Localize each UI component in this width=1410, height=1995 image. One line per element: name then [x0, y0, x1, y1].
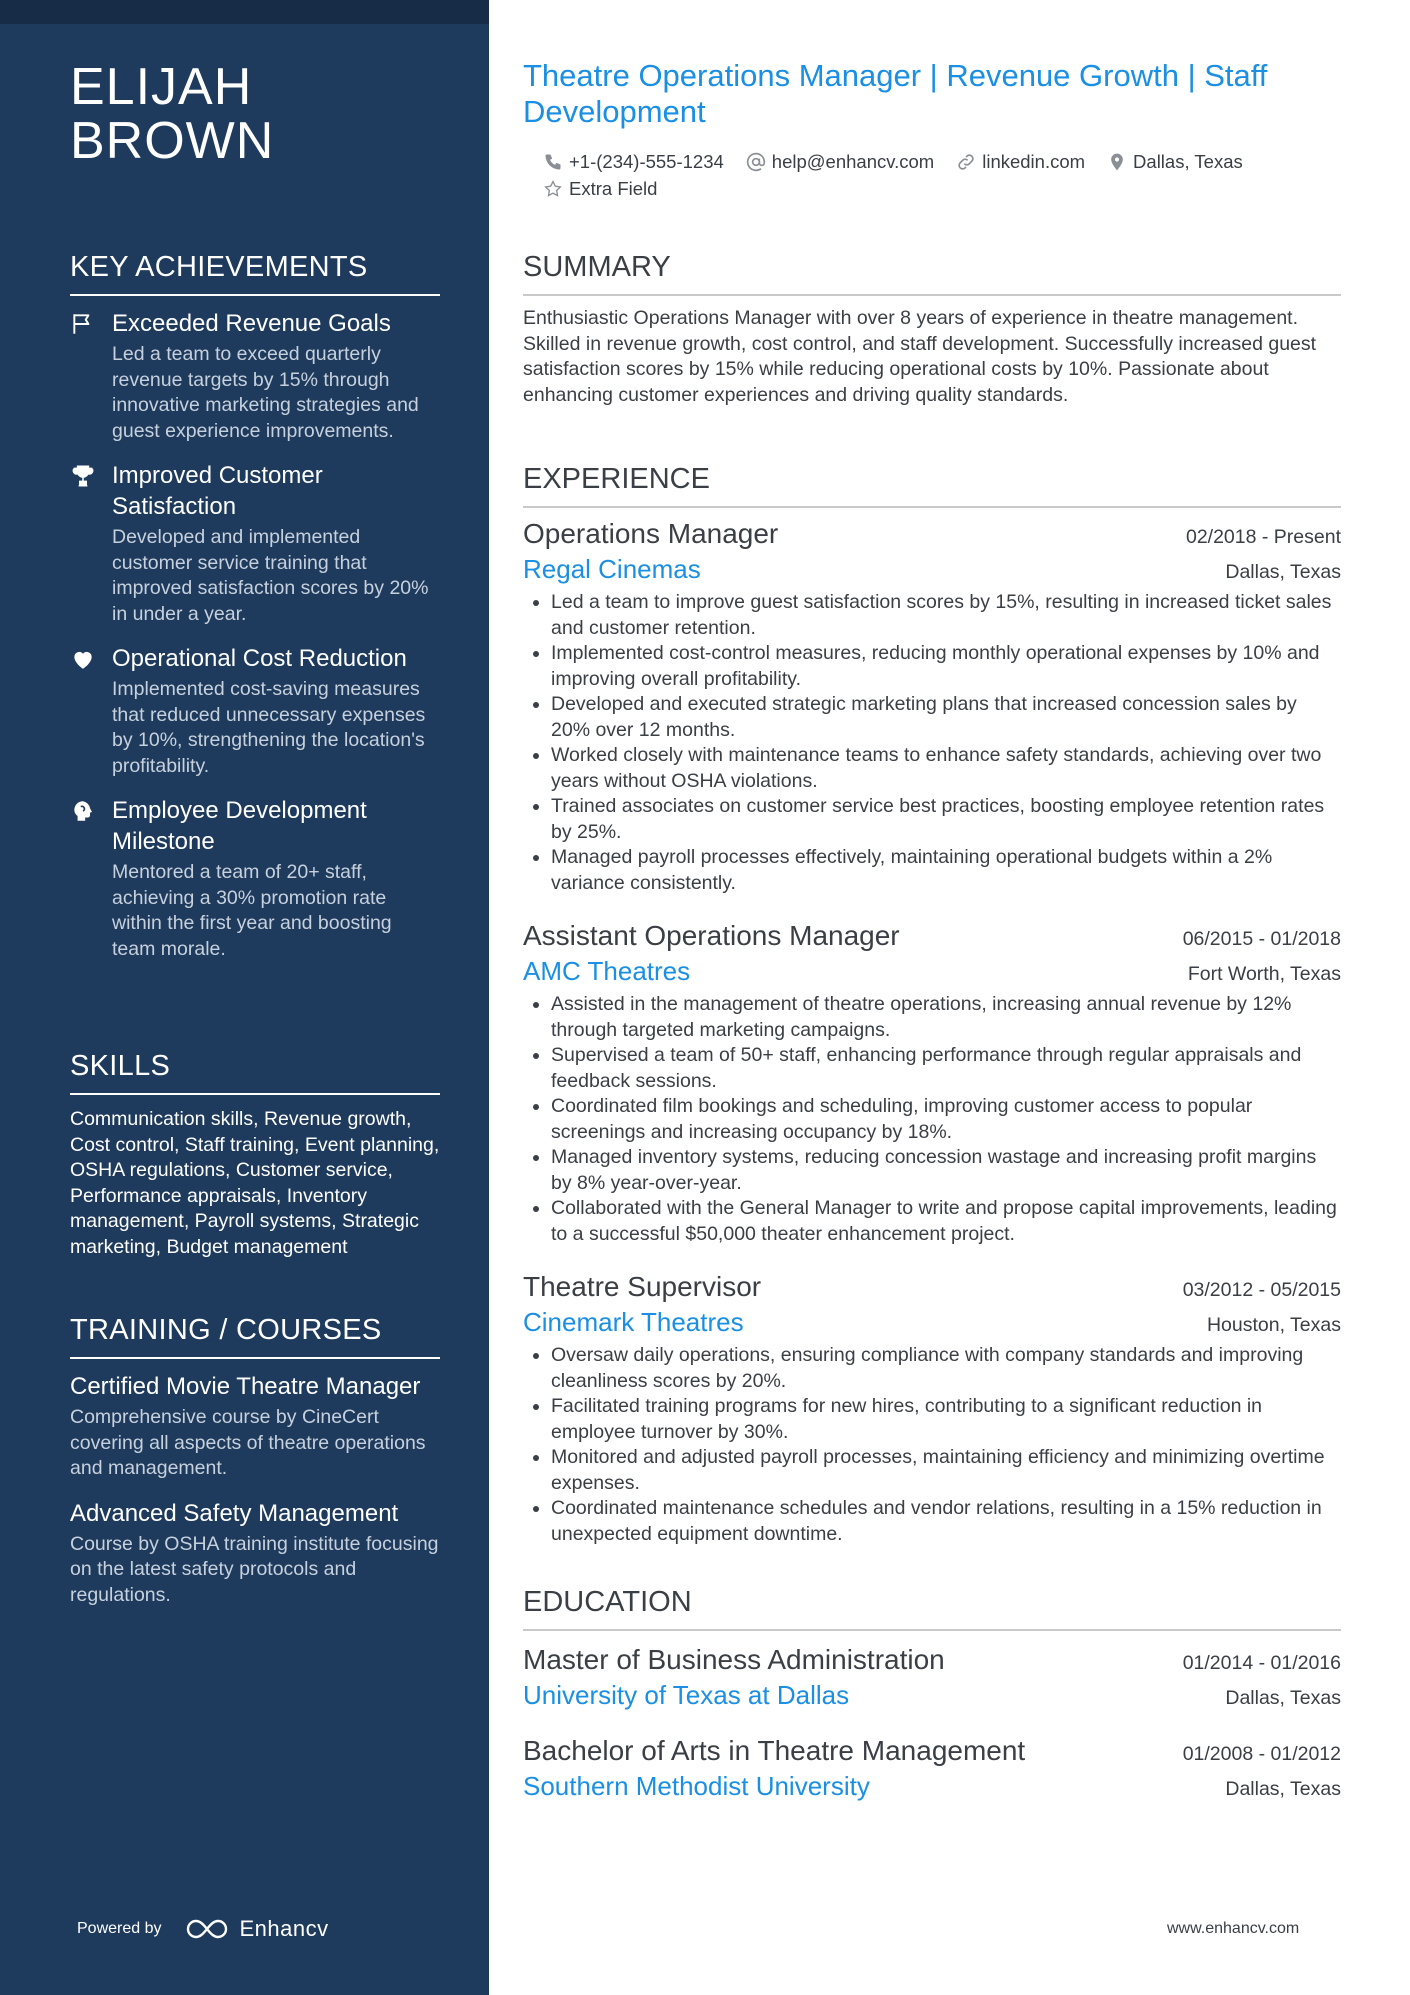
job-dates: 03/2012 - 05/2015	[1182, 1279, 1341, 1301]
job-location: Dallas, Texas	[1225, 561, 1341, 583]
bullet-item: • Managed inventory systems, reducing concession wastage and increasing profit margins by 8% year-over-year.	[551, 1145, 1341, 1196]
skills-heading: SKILLS	[70, 1049, 440, 1095]
bullet-item: • Supervised a team of 50+ staff, enhancing performance through regular appraisals and feedback sessions.	[551, 1043, 1341, 1094]
experience-entry	[523, 1269, 1341, 1547]
bullet-item: • Assisted in the management of theatre operations, increasing annual revenue by 12% through targeted marketing campaigns.	[551, 992, 1341, 1043]
bullet-item: • Monitored and adjusted payroll processes, maintaining efficiency and minimizing overtime expenses.	[551, 1445, 1341, 1496]
achievement-title: Exceeded Revenue Goals	[112, 310, 391, 337]
achievement-desc: Led a team to exceed quarterly revenue targets by 15% through innovative marketing strategies and guest experience improvements.	[112, 343, 419, 442]
experience-entry	[523, 516, 1341, 896]
phone-text: +1-(234)-555-1234	[569, 150, 724, 172]
candidate-name: ELIJAH BROWN	[70, 58, 275, 170]
achievement-item	[70, 795, 440, 962]
brand-name: Enhancv	[239, 1916, 329, 1941]
job-title: Assistant Operations Manager	[523, 920, 900, 951]
key-achievements-section	[70, 250, 440, 978]
education-entry	[523, 1733, 1341, 1803]
training-heading: TRAINING / COURSES	[70, 1313, 440, 1359]
star-icon	[543, 179, 563, 199]
training-section	[70, 1313, 440, 1624]
job-bullets	[523, 992, 1341, 1247]
bullet-item: • Trained associates on customer service best practices, boosting employee retention rates by 25%.	[551, 794, 1341, 845]
achievement-title: Employee Development Milestone	[112, 797, 367, 855]
link-text: linkedin.com	[982, 150, 1086, 172]
bullet-item: • Coordinated film bookings and scheduling, improving customer access to popular screenings and increasing occupancy by 18%.	[551, 1094, 1341, 1145]
job-dates: 02/2018 - Present	[1185, 526, 1341, 548]
trophy-icon	[70, 463, 96, 489]
brand-logo[interactable]	[184, 1916, 329, 1942]
bullet-item: • Worked closely with maintenance teams to enhance safety standards, achieving over two years without OSHA violations.	[551, 743, 1341, 794]
job-location: Fort Worth, Texas	[1187, 963, 1341, 985]
bullet-item: • Led a team to improve guest satisfaction scores by 15%, resulting in increased ticket sales and customer retention.	[551, 590, 1341, 641]
bullet-item: • Developed and executed strategic marketing plans that increased concession sales by 20% over 12 months.	[551, 692, 1341, 743]
education-dates: 01/2008 - 01/2012	[1182, 1743, 1341, 1765]
job-location: Houston, Texas	[1206, 1314, 1341, 1336]
school-name[interactable]: Southern Methodist University	[523, 1771, 870, 1801]
powered-by-label: Powered by	[77, 1920, 162, 1937]
course-item	[70, 1498, 440, 1609]
company-name[interactable]: AMC Theatres	[523, 956, 691, 986]
link-contact[interactable]	[956, 151, 1085, 173]
achievement-item	[70, 460, 440, 627]
at-icon	[746, 152, 766, 172]
experience-entry	[523, 918, 1341, 1247]
job-title: Theatre Supervisor	[523, 1271, 762, 1302]
company-name[interactable]: Regal Cinemas	[523, 554, 701, 584]
degree-title: Bachelor of Arts in Theatre Management	[523, 1735, 1026, 1766]
phone-contact[interactable]	[543, 151, 724, 173]
skills-list: Communication skills, Revenue growth, Cost control, Staff training, Event planning, OSHA regulations, Customer service, Performance appraisals, Inventory management, Payroll systems, Strategic marketing, Budget management	[70, 1108, 440, 1258]
flag-icon	[70, 311, 96, 337]
bullet-item: • Managed payroll processes effectively, maintaining operational budgets within a 2% variance consistently.	[551, 845, 1341, 896]
job-bullets	[523, 1343, 1341, 1547]
heart-icon	[70, 646, 96, 672]
email-text: help@enhancv.com	[771, 150, 935, 172]
location-text: Dallas, Texas	[1133, 150, 1243, 172]
job-bullets	[523, 590, 1341, 896]
headline: Theatre Operations Manager | Revenue Growth | Staff Development	[523, 58, 1268, 129]
course-title: Advanced Safety Management	[70, 1499, 399, 1527]
brain-icon	[70, 798, 96, 824]
bullet-item: • Collaborated with the General Manager to write and propose capital improvements, leading to a successful $50,000 theater enhancement project.	[551, 1196, 1341, 1247]
course-title: Certified Movie Theatre Manager	[70, 1373, 421, 1400]
contact-info	[543, 148, 1343, 202]
education-location: Dallas, Texas	[1225, 1778, 1341, 1800]
education-entry	[523, 1642, 1341, 1712]
sidebar	[0, 0, 489, 1995]
summary-heading: SUMMARY	[523, 250, 1341, 296]
extra-field-contact	[543, 178, 657, 200]
bullet-item: • Oversaw daily operations, ensuring compliance with company standards and improving cleanliness scores by 20%.	[551, 1343, 1341, 1394]
job-dates: 06/2015 - 01/2018	[1182, 928, 1341, 950]
bullet-item: • Facilitated training programs for new hires, contributing to a significant reduction in employee turnover by 30%.	[551, 1394, 1341, 1445]
powered-by	[77, 1916, 329, 1942]
sidebar-top-bar	[0, 0, 489, 24]
course-desc: Comprehensive course by CineCert covering all aspects of theatre operations and management.	[70, 1406, 426, 1479]
course-item	[70, 1371, 440, 1482]
achievement-desc: Developed and implemented customer service training that improved satisfaction scores by 20% in under a year.	[112, 526, 429, 625]
achievement-desc: Mentored a team of 20+ staff, achieving a 30% promotion rate within the first year and boosting team morale.	[112, 861, 392, 960]
education-heading: EDUCATION	[523, 1585, 1341, 1631]
bullet-item: • Coordinated maintenance schedules and vendor relations, resulting in a 15% reduction in unexpected equipment downtime.	[551, 1496, 1341, 1547]
course-desc: Course by OSHA training institute focusing on the latest safety protocols and regulations.	[70, 1532, 439, 1606]
company-name[interactable]: Cinemark Theatres	[523, 1307, 744, 1337]
summary-text: Enthusiastic Operations Manager with over 8 years of experience in theatre management. Skilled in revenue growth, cost control, and staff development. Successfully increased guest satisfaction scores by 15% while reducing operational costs by 10%. Passionate about enhancing customer experiences and driving quality standards.	[523, 307, 1317, 406]
school-name[interactable]: University of Texas at Dallas	[523, 1680, 850, 1710]
achievement-title: Operational Cost Reduction	[112, 645, 407, 672]
achievement-title: Improved Customer Satisfaction	[112, 462, 323, 520]
link-icon	[956, 152, 976, 172]
experience-heading: EXPERIENCE	[523, 462, 1341, 508]
job-title: Operations Manager	[523, 518, 779, 549]
education-location: Dallas, Texas	[1225, 1687, 1341, 1709]
achievement-item	[70, 643, 440, 779]
extra-field-text: Extra Field	[569, 177, 658, 199]
enhancv-logo-icon	[184, 1917, 230, 1941]
email-contact[interactable]	[746, 151, 934, 173]
key-achievements-heading: KEY ACHIEVEMENTS	[70, 250, 440, 296]
location-pin-icon	[1107, 152, 1127, 172]
achievement-desc: Implemented cost-saving measures that reduced unnecessary expenses by 10%, strengthening the location's profitability.	[112, 678, 426, 777]
bullet-item: • Implemented cost-control measures, reducing monthly operational expenses by 10% and improving overall profitability.	[551, 641, 1341, 692]
footer-website[interactable]: www.enhancv.com	[1167, 1920, 1300, 1937]
location-contact	[1107, 151, 1243, 173]
degree-title: Master of Business Administration	[523, 1644, 945, 1675]
skills-section	[70, 1049, 440, 1260]
phone-icon	[543, 152, 563, 172]
achievement-item	[70, 308, 440, 444]
education-dates: 01/2014 - 01/2016	[1182, 1652, 1341, 1674]
